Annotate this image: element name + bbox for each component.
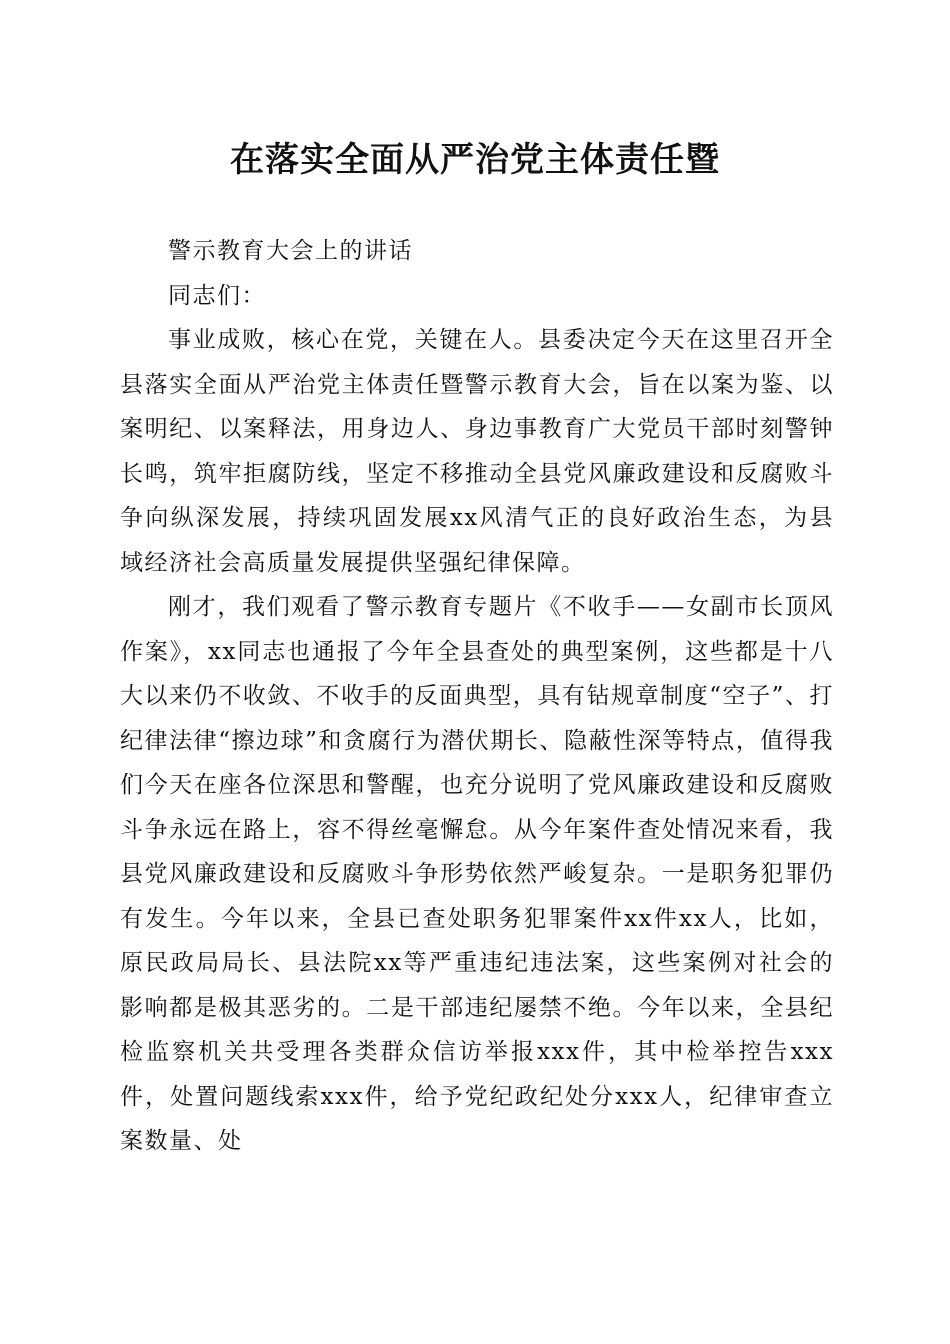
body-paragraph: 事业成败，核心在党，关键在人。县委决定今天在这里召开全县落实全面从严治党主体责任暨警示教育大会，旨在以案为鉴、以案明纪、以案释法，用身边人、身边事教育广大党员干部时刻警钟长鸣，筑牢拒腐防线，坚定不移推动全县党风廉政建设和反腐败斗争向纵深发展，持续巩固发展xx风清气正的良好政治生态，为县域经济社会高质量发展提供坚强纪律保障。 [120, 327, 834, 576]
body-paragraph: 刚才，我们观看了警示教育专题片《不收手——女副市长顶风作案》，xx同志也通报了今年全县查处的典型案例，这些都是十八大以来仍不收敛、不收手的反面典型，具有钻规章制度“空子”、打纪律法律“擦边球”和贪腐行为潜伏期长、隐蔽性深等特点，值得我们今天在座各位深思和警醒，也充分说明了党风廉政建设和反腐败斗争永远在路上，容不得丝毫懈怠。从今年案件查处情况来看，我县党风廉政建设和反腐败斗争形势依然严峻复杂。一是职务犯罪仍有发生。今年以来，全县已查处职务犯罪案件xx件xx人，比如，原民政局局长、县法院xx等严重违纪违法案，这些案例对社会的影响都是极其恶劣的。二是干部违纪屡禁不绝。今年以来，全县纪检监察机关共受理各类群众信访举报xxx件，其中检举控告xxx件，处置问题线索xxx件，给予党纪政纪处分xxx人，纪律审查立案数量、处 [120, 594, 834, 1154]
document-body [120, 229, 834, 1164]
subtitle-paragraph: 警示教育大会上的讲话 [168, 238, 413, 264]
salutation-paragraph: 同志们： [168, 282, 266, 309]
document-title: 在落实全面从严治党主体责任暨 [230, 140, 720, 180]
